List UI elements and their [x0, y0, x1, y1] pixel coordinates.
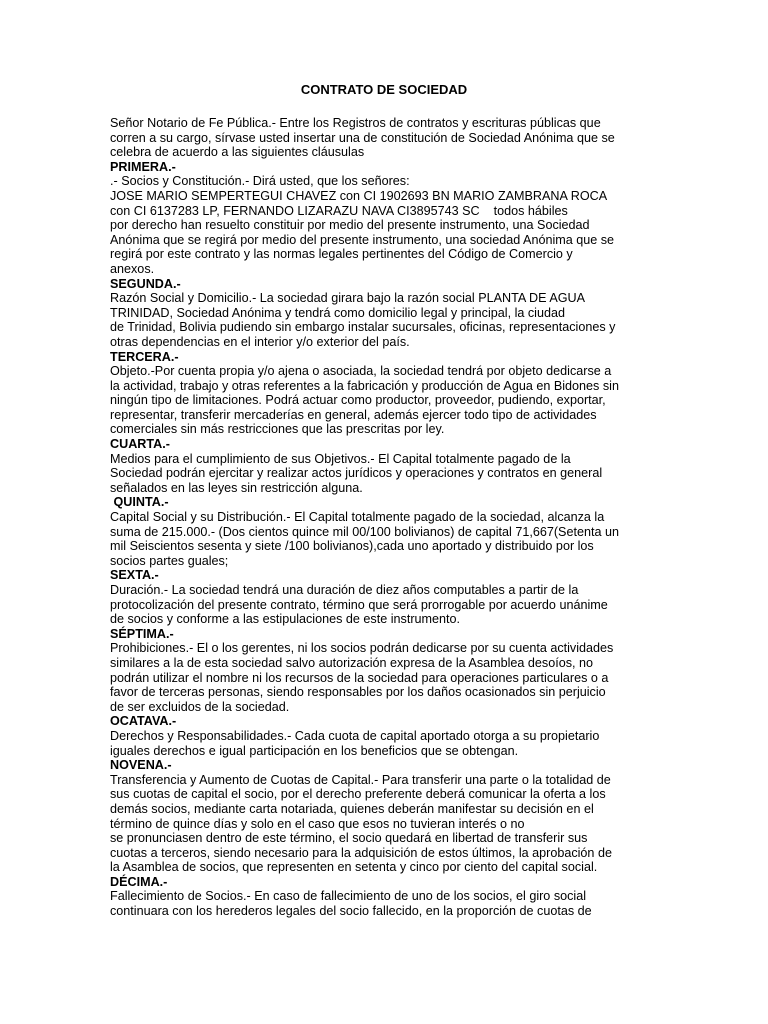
clause-heading: SEXTA.- — [110, 568, 159, 583]
clause-line: con CI 6137283 LP, FERNANDO LIZARAZU NAVA CI3895743 SC todos hábiles — [110, 203, 568, 218]
clause-line: representar, transferir mercaderías en general, además ejercer todo tipo de actividades — [110, 407, 597, 422]
clause-line: se pronunciasen dentro de este término, el socio quedará en libertad de transferir sus — [110, 831, 588, 846]
clause-section — [110, 495, 658, 568]
clause-line: socios partes guales; — [110, 553, 229, 568]
clause-heading: SEGUNDA.- — [110, 276, 181, 291]
clause-line: término de quince días y solo en el caso que esos no tuvieran interés o no — [110, 816, 525, 831]
clause-heading: PRIMERA.- — [110, 159, 176, 174]
clause-line: Prohibiciones.- El o los gerentes, ni los socios podrán dedicarse por su cuenta actividades — [110, 641, 614, 656]
clause-line: continuara con los herederos legales del socio fallecido, en la proporción de cuotas de — [110, 904, 592, 919]
clause-section — [110, 875, 658, 919]
clause-line: favor de terceras personas, siendo responsables por los daños ocasionados sin perjuicio — [110, 685, 606, 700]
clause-line: Capital Social y su Distribución.- El Capital totalmente pagado de la sociedad, alcanza la — [110, 510, 605, 525]
clause-line: la Asamblea de socios, que representen en setenta y cinco por ciento del capital social. — [110, 860, 598, 875]
clause-heading: QUINTA.- — [110, 495, 169, 510]
clause-line: de socios y conforme a las estipulaciones de este instrumento. — [110, 612, 461, 627]
clause-line: Razón Social y Domicilio.- La sociedad girara bajo la razón social PLANTA DE AGUA — [110, 291, 586, 306]
clause-section — [110, 160, 658, 277]
clause-line: iguales derechos e igual participación en los beneficios que se obtengan. — [110, 743, 519, 758]
intro-line: celebra de acuerdo a las siguientes cláusulas — [110, 145, 365, 160]
clause-line: demás socios, mediante carta notariada, quienes deberán manifestar su decisión en el — [110, 801, 594, 816]
clause-line: de Trinidad, Bolivia pudiendo sin embargo instalar sucursales, oficinas, representaciones y — [110, 320, 616, 335]
clause-line: otras dependencias en el interior y/o exterior del país. — [110, 334, 410, 349]
clause-heading: TERCERA.- — [110, 349, 179, 364]
clause-line: Fallecimiento de Socios.- En caso de fallecimiento de uno de los socios, el giro social — [110, 889, 587, 904]
clauses-container — [110, 160, 658, 919]
clause-section — [110, 277, 658, 350]
clause-line: Duración.- La sociedad tendrá una duración de diez años computables a partir de la — [110, 583, 579, 597]
clause-line: similares a la de esta sociedad salvo autorización expresa de la Asamblea desoíos, no — [110, 655, 594, 670]
clause-line: comerciales sin más restricciones que las prescritas por ley. — [110, 422, 445, 437]
clause-line: anexos. — [110, 261, 155, 276]
clause-line: sus cuotas de capital el socio, por el derecho preferente deberá comunicar la oferta a los — [110, 787, 606, 802]
clause-line: .- Socios y Constitución.- Dirá usted, que los señores: — [110, 174, 410, 189]
clause-line: podrán utilizar el nombre ni los recursos de la sociedad para operaciones particulares o a — [110, 670, 609, 685]
intro-line: corren a su cargo, sírvase usted insertar una de constitución de Sociedad Anónima que se — [110, 130, 615, 145]
clause-line: Objeto.-Por cuenta propia y/o ajena o asociada, la sociedad tendrá por objeto dedicarse a — [110, 364, 612, 379]
clause-heading: DÉCIMA.- — [110, 874, 168, 889]
clause-line: la actividad, trabajo y otras referentes a la fabricación y producción de Agua en Bidones sin — [110, 378, 619, 393]
clause-line: Transferencia y Aumento de Cuotas de Capital.- Para transferir una parte o la totalidad de — [110, 772, 611, 787]
clause-line: protocolización del presente contrato, término que será prorrogable por acuerdo unánime — [110, 597, 608, 612]
clause-heading: NOVENA.- — [110, 758, 172, 773]
clause-heading: OCATAVA.- — [110, 714, 177, 729]
clause-line: Sociedad podrán ejercitar y realizar actos jurídicos y operaciones y contratos en general — [110, 466, 603, 481]
intro-paragraph — [110, 116, 658, 160]
document-title: CONTRATO DE SOCIEDAD — [300, 82, 468, 97]
clause-line: Medios para el cumplimiento de sus Objetivos.- El Capital totalmente pagado de la — [110, 451, 571, 466]
clause-line: de ser excluidos de la sociedad. — [110, 699, 290, 714]
clause-line: TRINIDAD, Sociedad Anónima y tendrá como domicilio legal y principal, la ciudad — [110, 305, 565, 320]
clause-section — [110, 350, 658, 438]
clause-line: mil Seiscientos sesenta y siete /100 bolivianos),cada uno aportado y distribuido por los — [110, 539, 594, 554]
clause-heading: SÉPTIMA.- — [110, 626, 174, 641]
clause-section — [110, 758, 658, 875]
clause-section — [110, 568, 658, 626]
clause-line: cuotas a terceros, siendo necesario para la adquisición de estos últimos, la aprobación de — [110, 845, 612, 860]
clause-section — [110, 627, 658, 715]
clause-line: ningún tipo de limitaciones. Podrá actuar como productor, proveedor, pudiendo, exportar, — [110, 393, 606, 408]
clause-line: suma de 215.000.- (Dos cientos quince mil 00/100 bolivianos) de capital 71,667(Setenta un — [110, 524, 619, 539]
clause-line: Anónima que se regirá por medio del presente instrumento, una sociedad Anónima que se — [110, 232, 615, 247]
clause-line: regirá por este contrato y las normas legales pertinentes del Código de Comercio y — [110, 247, 573, 262]
clause-section — [110, 714, 658, 758]
clause-line: señalados en las leyes sin restricción alguna. — [110, 480, 363, 495]
clause-section — [110, 437, 658, 495]
clause-line: Derechos y Responsabilidades.- Cada cuota de capital aportado otorga a su propietario — [110, 728, 600, 743]
clause-line: JOSE MARIO SEMPERTEGUI CHAVEZ con CI 1902693 BN MARIO ZAMBRANA ROCA — [110, 188, 608, 203]
document-page — [110, 82, 658, 919]
clause-heading: CUARTA.- — [110, 437, 170, 452]
clause-line: por derecho han resuelto constituir por medio del presente instrumento, una Sociedad — [110, 218, 590, 233]
intro-line: Señor Notario de Fe Pública.- Entre los Registros de contratos y escrituras públicas que — [110, 116, 601, 130]
